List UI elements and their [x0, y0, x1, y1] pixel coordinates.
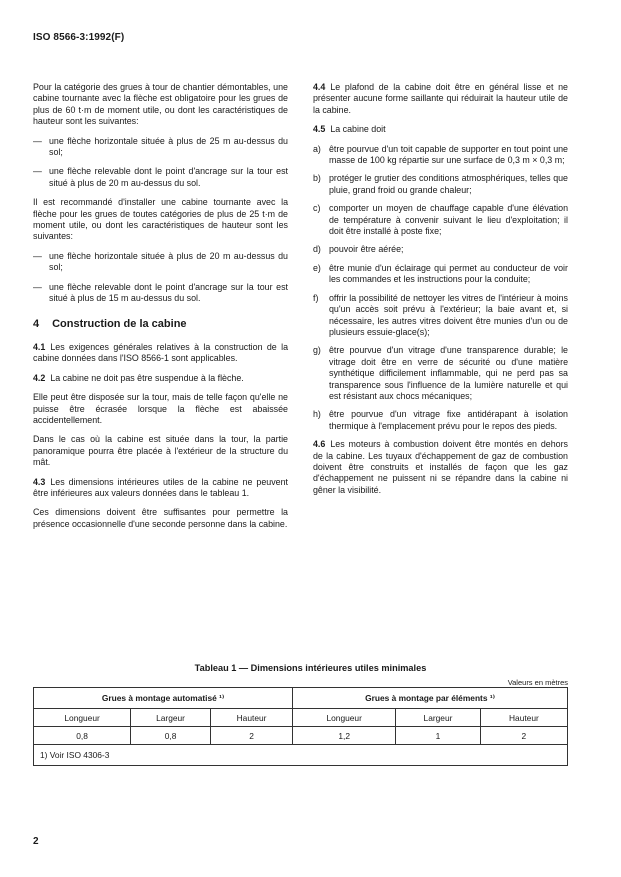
clause-4-2: 4.2 La cabine ne doit pas être suspendue à la flèche. [33, 372, 244, 383]
list-item: f) offrir la possibilité de nettoyer les vitres de l'intérieur à moins qu'un accès soit prévu à l'extérieur; la baie avant et, si nécessaire, les autres vitres doivent être munies d'un ou de plusieurs essuie-glace(s); [313, 292, 568, 337]
document-header: ISO 8566-3:1992(F) [33, 32, 125, 43]
dash-marker: — [33, 135, 42, 146]
list-item: b) protéger le grutier des conditions atmosphériques, telles que pluie, grand froid ou grande chaleur; [313, 173, 568, 195]
paragraph: Il est recommandé d'installer une cabine tournante avec la flèche pour les grues de toutes catégories de plus de 25 t·m de moment utile, ou dont les caractéristiques de hauteur sont les suivantes: [33, 197, 288, 242]
table-cell: 2 [480, 727, 567, 745]
list-item: — une flèche horizontale située à plus de 25 m au-dessus du sol; [33, 135, 288, 158]
paragraph: Pour la catégorie des grues à tour de chantier démontables, une cabine tournante avec la flèche est obligatoire pour les grues de plus de 60 t·m de moment utile, ou dont les caractéristiques de hauteur sont les suivantes: [33, 82, 288, 127]
table-cell: 1,2 [293, 727, 396, 745]
table-header: Largeur [131, 709, 211, 727]
table-header: Longueur [34, 709, 131, 727]
paragraph: Ces dimensions doivent être suffisantes pour permettre la présence occasionnelle d'une seconde personne dans la cabine. [33, 507, 288, 529]
dash-marker: — [33, 281, 42, 292]
clause-4-6: 4.6 Les moteurs à combustion doivent être montés en dehors de la cabine. Les tuyaux d'échappement de gaz de combustion doivent être construits et installés de façon que les gaz d'échappement ne puissent ni se répandre dans la cabine ni gêner la visibilité. [313, 439, 568, 495]
table-cell: 0,8 [131, 727, 211, 745]
list-item: c) comporter un moyen de chauffage capable d'une élévation de température à convenir suivant le lieu d'exploitation; il doit être installé à poste fixe; [313, 203, 568, 237]
right-column [313, 82, 568, 504]
table-group-header: Grues à montage automatisé ¹⁾ [34, 688, 293, 709]
paragraph: Elle peut être disposée sur la tour, mais de telle façon qu'elle ne puisse être écrasée lorsque la flèche est abaissée accidentellement. [33, 392, 288, 425]
paragraph: Dans le cas où la cabine est située dans la tour, la partie panoramique pourra être placée à l'extérieur de la structure du mât. [33, 434, 288, 468]
table-cell: 1 [396, 727, 481, 745]
table-header-row [34, 709, 568, 727]
table-cell: 0,8 [34, 727, 131, 745]
table-header: Hauteur [480, 709, 567, 727]
page-number: 2 [33, 836, 39, 847]
list-item: — une flèche relevable dont le point d'ancrage sur la tour est situé à plus de 20 m au-dessus du sol. [33, 166, 288, 188]
list-item: g) être pourvue d'un vitrage d'une transparence durable; le vitrage doit être en verre de sécurité ou d'une matière synthétique difficilement inflammable, qui ne perd pas sa transparence sous l'influence de la lumière naturelle et qui est résistant aux chocs mécaniques; [313, 345, 568, 401]
dash-marker: — [33, 166, 42, 177]
clause-4-3: 4.3 Les dimensions intérieures utiles de la cabine ne peuvent être inférieures aux valeurs données dans le tableau 1. [33, 476, 288, 498]
table-caption: Tableau 1 — Dimensions intérieures utiles minimales [194, 663, 427, 673]
list-item: h) être pourvue d'un vitrage fixe antidérapant à isolation thermique à l'emplacement prévu pour le repos des pieds. [313, 409, 568, 431]
list-item: d) pouvoir être aérée; [313, 244, 404, 255]
list-item: — une flèche horizontale située à plus de 20 m au-dessus du sol; [33, 250, 288, 273]
section-heading: 4 Construction de la cabine [33, 317, 187, 330]
table-row [34, 727, 568, 745]
table-header: Largeur [396, 709, 481, 727]
list-item: a) être pourvue d'un toit capable de supporter en tout point une masse de 100 kg répartie sur une surface de 0,3 m × 0,3 m; [313, 143, 568, 166]
table-header: Hauteur [210, 709, 292, 727]
dash-marker: — [33, 250, 42, 261]
dimensions-table [33, 687, 568, 766]
list-item: e) être munie d'un éclairage qui permet au conducteur de voir les commandes et les instructions pour la conduite; [313, 262, 568, 285]
list-item: — une flèche relevable dont le point d'ancrage sur la tour est situé à plus de 15 m au-dessus du sol. [33, 281, 288, 304]
clause-4-5: 4.5 La cabine doit [313, 124, 386, 135]
left-column [33, 82, 288, 538]
table-unit: Valeurs en mètres [507, 678, 568, 687]
clause-4-1: 4.1 Les exigences générales relatives à la construction de la cabine données dans l'ISO 8566-1 sont applicables. [33, 341, 288, 364]
table-footnote: 1) Voir ISO 4306-3 [34, 745, 568, 766]
clause-4-4: 4.4 Le plafond de la cabine doit être en général lisse et ne présenter aucune forme saillante qui réduirait la hauteur utile de la cabine. [313, 82, 568, 115]
table-group-header: Grues à montage par éléments ¹⁾ [293, 688, 568, 709]
table-cell: 2 [210, 727, 292, 745]
table-header: Longueur [293, 709, 396, 727]
table-footnote-row [34, 745, 568, 766]
table-group-row [34, 688, 568, 709]
